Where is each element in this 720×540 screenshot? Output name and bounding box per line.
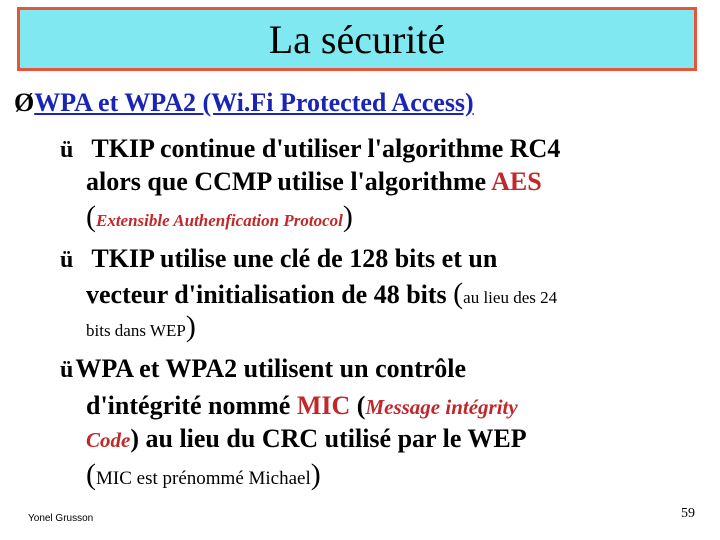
- bullet-2-line-2: vecteur d'initialisation de 48 bits (au lieu des 24: [86, 277, 558, 310]
- check-bullet-icon: ü: [60, 137, 74, 163]
- bullet-2-line-3: bits dans WEP): [86, 310, 196, 343]
- bullet-3-line-4: (MIC est prénommé Michael): [86, 458, 321, 491]
- bullet-1-line-1: ü TKIP continue d'utiliser l'algorithme RC4: [60, 134, 561, 163]
- check-bullet-icon: ü: [60, 247, 74, 273]
- bullet-3-line-1: üWPA et WPA2 utilisent un contrôle: [60, 354, 467, 383]
- title-banner: [17, 7, 697, 71]
- heading-line: [14, 88, 474, 118]
- heading-text: WPA et WPA2 (Wi.Fi Protected Access): [34, 88, 474, 117]
- bullet-3-line-3: Code) au lieu du CRC utilisé par le WEP: [86, 424, 527, 453]
- check-bullet-icon: ü: [60, 357, 74, 383]
- page-number: 59: [681, 506, 695, 521]
- mic-highlight: MIC: [296, 391, 351, 420]
- arrow-bullet-icon: Ø: [14, 88, 35, 117]
- bullet-3-line-2: d'intégrité nommé MIC (Message intégrity: [86, 391, 518, 420]
- slide-title: La sécurité: [268, 16, 446, 62]
- bullet-2-line-1: ü TKIP utilise une clé de 128 bits et un: [60, 244, 498, 273]
- bullet-1-line-2: alors que CCMP utilise l'algorithme AES: [86, 167, 542, 196]
- footer-author: Yonel Grusson: [28, 513, 94, 524]
- bullet-1-line-3: (Extensible Authenfication Protocol): [86, 200, 353, 233]
- aes-highlight: AES: [491, 167, 542, 196]
